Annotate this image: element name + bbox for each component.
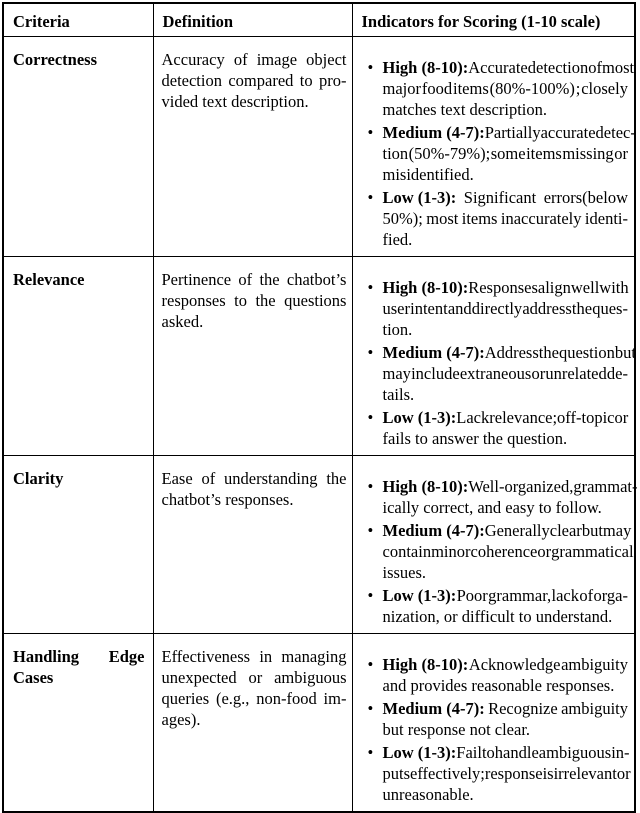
- text-run: Fail: [456, 743, 482, 762]
- text-run: Partially: [484, 123, 541, 142]
- indicator-level-label: Low (1-3):: [382, 188, 457, 207]
- criteria-text: [13, 49, 145, 70]
- text-run: or: [614, 144, 628, 163]
- indicator-item: [368, 742, 629, 805]
- text-run: to: [299, 71, 313, 90]
- bullet-icon: •: [367, 58, 374, 77]
- definition-text: [162, 49, 347, 112]
- text-run: vided text description.: [161, 92, 309, 111]
- text-line: [162, 688, 347, 709]
- text-run: questions: [284, 291, 347, 310]
- text-run: grammat-: [573, 477, 638, 496]
- criteria-text: [13, 269, 145, 290]
- bullet-icon: •: [367, 123, 374, 142]
- table-row: [3, 634, 635, 813]
- text-run: Pertinence: [161, 270, 232, 289]
- text-line: [383, 606, 629, 627]
- text-line: [13, 646, 145, 667]
- text-run: may: [382, 364, 411, 383]
- text-run: clear: [549, 521, 582, 540]
- text-run: but: [614, 343, 636, 362]
- text-run: non-food: [256, 689, 317, 708]
- text-line: [162, 269, 347, 290]
- text-run: and: [447, 299, 472, 318]
- rubric-table: [2, 2, 636, 813]
- criteria-cell: [3, 456, 153, 634]
- text-line: [162, 709, 347, 730]
- text-run: Acknowledge: [468, 655, 561, 674]
- text-run: orga-: [593, 586, 628, 605]
- text-run: directly: [471, 299, 523, 318]
- text-run: unexpected: [161, 668, 237, 687]
- text-run: or: [614, 408, 629, 427]
- definition-text: [162, 269, 347, 332]
- indicator-text: [382, 57, 635, 120]
- text-line: [383, 208, 629, 229]
- text-run: irrelevant: [553, 764, 617, 783]
- indicator-level-label: Medium (4-7):: [382, 343, 485, 362]
- text-run: and provides reasonable responses.: [382, 676, 615, 695]
- text-run: accurate: [540, 123, 596, 142]
- text-run: of: [579, 586, 594, 605]
- text-run: or: [248, 668, 263, 687]
- text-line: [383, 698, 629, 719]
- indicator-level-label: High (8-10):: [382, 477, 469, 496]
- text-run: Significant: [463, 188, 537, 207]
- text-run: misidentified.: [382, 165, 474, 184]
- text-run: tion: [382, 144, 409, 163]
- indicator-text: [382, 342, 636, 405]
- text-run: but: [581, 521, 603, 540]
- text-run: identi-: [584, 209, 628, 228]
- text-line: [383, 407, 629, 428]
- text-run: managing: [281, 647, 347, 666]
- text-run: most: [426, 209, 459, 228]
- text-line: [383, 164, 629, 185]
- text-run: asked.: [161, 312, 204, 331]
- definition-cell: [153, 634, 352, 813]
- text-run: chatbot’s: [286, 270, 347, 289]
- text-run: (80%-100%): [489, 79, 575, 98]
- text-line: [382, 122, 636, 143]
- text-run: items: [453, 79, 489, 98]
- text-run: chatbot’s responses.: [161, 490, 294, 509]
- bullet-icon: •: [367, 477, 374, 496]
- text-run: Poor: [456, 586, 488, 605]
- text-run: but response not clear.: [382, 720, 531, 739]
- text-line: [383, 675, 629, 696]
- text-line: [13, 667, 145, 688]
- text-run: unrelated: [545, 364, 607, 383]
- indicator-item: [368, 277, 629, 340]
- text-line: [383, 384, 629, 405]
- text-run: tails.: [382, 385, 415, 404]
- text-run: relevance;: [489, 408, 558, 427]
- definition-cell: [153, 456, 352, 634]
- text-run: ;: [575, 79, 581, 98]
- bullet-icon: •: [367, 408, 374, 427]
- indicator-level-label: High (8-10):: [382, 655, 469, 674]
- text-run: Responses: [468, 278, 538, 297]
- text-run: response: [484, 764, 543, 783]
- text-run: Lack: [456, 408, 490, 427]
- text-line: [383, 763, 629, 784]
- text-run: to: [481, 743, 495, 762]
- indicator-text: [383, 654, 629, 696]
- text-line: [383, 719, 629, 740]
- text-line: [383, 143, 629, 164]
- text-run: or: [531, 364, 546, 383]
- text-run: compared: [228, 71, 294, 90]
- indicator-level-label: High (8-10):: [382, 278, 469, 297]
- text-run: detec-: [595, 123, 636, 142]
- text-run: align: [537, 278, 571, 297]
- text-run: object: [306, 50, 347, 69]
- text-line: [13, 468, 145, 489]
- text-line: [13, 269, 145, 290]
- text-line: [382, 476, 638, 497]
- text-line: [162, 290, 347, 311]
- text-run: image: [256, 50, 298, 69]
- text-run: closely: [581, 79, 628, 98]
- indicator-list: [367, 476, 638, 627]
- text-run: the: [326, 469, 347, 488]
- indicator-level-label: High (8-10):Accurate: [382, 58, 528, 77]
- text-run: 50%);: [382, 209, 423, 228]
- indicator-level-label: Medium (4-7):: [382, 123, 485, 142]
- indicator-level-label: Low (1-3):: [382, 408, 457, 427]
- text-run: of: [233, 50, 248, 69]
- text-run: queries: [161, 689, 210, 708]
- text-run: Cases: [13, 668, 54, 687]
- text-run: the: [255, 291, 276, 310]
- table-row: [3, 37, 635, 257]
- text-run: some: [490, 144, 526, 163]
- text-run: ically correct, and easy to follow.: [382, 498, 602, 517]
- indicator-list: [368, 654, 629, 805]
- text-run: the: [259, 270, 280, 289]
- table-row: [3, 456, 635, 634]
- text-line: [382, 342, 636, 363]
- text-line: [383, 784, 629, 805]
- definition-text: [162, 468, 347, 510]
- text-run: handle: [494, 743, 539, 762]
- text-run: is: [542, 764, 554, 783]
- indicator-text: [383, 187, 629, 250]
- text-run: responses: [161, 291, 226, 310]
- header-row: [3, 3, 635, 37]
- text-run: Recognize: [488, 699, 558, 718]
- indicator-text: [383, 277, 629, 340]
- text-run: user: [382, 299, 410, 318]
- indicator-text: [382, 520, 634, 583]
- definition-cell: [153, 37, 352, 257]
- text-run: missing: [562, 144, 614, 163]
- text-run: ages).: [161, 710, 201, 729]
- text-run: ambiguous: [538, 743, 612, 762]
- text-run: im-: [323, 689, 347, 708]
- bullet-icon: •: [367, 521, 374, 540]
- criteria-cell: [3, 634, 153, 813]
- indicator-text: [383, 742, 629, 805]
- header-cell-indicators: Indicators for Scoring (1-10 scale): [352, 3, 635, 37]
- definition-text: [162, 646, 347, 730]
- text-run: effectively;: [410, 764, 485, 783]
- bullet-icon: •: [367, 743, 374, 762]
- indicator-item: [368, 654, 629, 696]
- text-run: or: [616, 764, 631, 783]
- text-run: minor: [431, 542, 471, 561]
- indicator-list: [367, 277, 636, 449]
- text-line: [383, 319, 629, 340]
- indicator-item: [368, 187, 629, 250]
- text-run: grammar,: [488, 586, 552, 605]
- text-run: include: [411, 364, 460, 383]
- text-run: of: [201, 469, 216, 488]
- text-run: or: [537, 542, 552, 561]
- text-run: unreasonable.: [382, 785, 474, 804]
- text-line: [162, 667, 347, 688]
- text-run: contain: [382, 542, 432, 561]
- text-run: most: [601, 58, 635, 77]
- text-run: off-topic: [557, 408, 615, 427]
- header-cell-criteria: Criteria: [3, 3, 153, 37]
- text-run: detection: [161, 71, 222, 90]
- text-line: [162, 91, 347, 112]
- indicator-list: [367, 57, 636, 250]
- indicators-cell: [352, 634, 635, 813]
- text-run: question: [558, 343, 615, 362]
- text-run: errors(below: [543, 188, 628, 207]
- text-run: (50%-79%);: [408, 144, 491, 163]
- indicator-level-label: Medium (4-7):: [382, 521, 485, 540]
- text-run: Relevance: [13, 270, 85, 289]
- text-run: ambiguous: [274, 668, 347, 687]
- text-run: matches text description.: [382, 100, 547, 119]
- criteria-text: [13, 468, 145, 489]
- text-run: Accuracy: [161, 50, 225, 69]
- text-line: [162, 311, 347, 332]
- text-run: tion.: [382, 320, 413, 339]
- text-line: [162, 468, 347, 489]
- indicator-item: [367, 520, 634, 583]
- indicator-item: [367, 122, 636, 185]
- table-header: [3, 3, 635, 37]
- text-run: Effectiveness: [161, 647, 251, 666]
- criteria-cell: [3, 37, 153, 257]
- text-line: [383, 363, 629, 384]
- text-run: nization, or difficult to understand.: [382, 607, 613, 626]
- text-line: [162, 489, 347, 510]
- text-run: ambiguity: [561, 655, 628, 674]
- indicator-text: [383, 698, 629, 740]
- bullet-icon: •: [367, 343, 374, 362]
- text-run: extraneous: [459, 364, 532, 383]
- text-line: [383, 277, 629, 298]
- table-body: [3, 37, 638, 813]
- text-line: [383, 78, 629, 99]
- text-run: (e.g.,: [215, 689, 250, 708]
- text-run: food: [421, 79, 453, 98]
- text-run: detection: [527, 58, 589, 77]
- text-run: Address: [484, 343, 539, 362]
- text-run: lack: [551, 586, 579, 605]
- text-line: [162, 646, 347, 667]
- text-run: grammatical: [551, 542, 634, 561]
- text-run: of: [238, 270, 253, 289]
- text-run: fied.: [382, 230, 413, 249]
- text-run: Correctness: [13, 50, 97, 69]
- text-run: to: [234, 291, 247, 310]
- text-line: [383, 497, 629, 518]
- text-line: [383, 99, 629, 120]
- text-run: address: [522, 299, 572, 318]
- text-line: [383, 742, 629, 763]
- text-run: ambiguity: [561, 699, 628, 718]
- bullet-icon: •: [367, 188, 374, 207]
- text-line: [383, 187, 629, 208]
- text-line: [383, 229, 629, 250]
- indicator-item: [368, 585, 629, 627]
- bullet-icon: •: [367, 586, 374, 605]
- text-run: issues.: [382, 563, 427, 582]
- text-run: de-: [606, 364, 628, 383]
- text-run: Handling: [13, 647, 80, 666]
- indicator-item: [368, 407, 629, 449]
- indicators-cell: [352, 37, 635, 257]
- text-run: coherence: [470, 542, 538, 561]
- text-run: may: [602, 521, 632, 540]
- text-run: Generally: [484, 521, 550, 540]
- text-run: Clarity: [13, 469, 64, 488]
- indicator-item: [367, 476, 638, 518]
- text-line: [162, 49, 347, 70]
- text-line: [13, 49, 145, 70]
- text-run: with: [599, 278, 629, 297]
- text-run: Ease: [161, 469, 193, 488]
- criteria-text: [13, 646, 145, 688]
- indicator-text: [383, 585, 629, 627]
- text-run: major: [382, 79, 421, 98]
- bullet-icon: •: [367, 655, 374, 674]
- text-run: inaccurately: [500, 209, 582, 228]
- text-run: intent: [410, 299, 448, 318]
- text-line: [382, 57, 635, 78]
- text-line: [162, 70, 347, 91]
- indicator-text: [382, 476, 638, 518]
- text-run: items: [461, 209, 498, 228]
- indicator-text: [382, 122, 636, 185]
- text-run: well: [570, 278, 600, 297]
- table-row: [3, 257, 635, 456]
- text-line: [382, 541, 634, 562]
- indicator-level-label: Low (1-3):: [382, 586, 457, 605]
- text-run: Well-organized,: [468, 477, 574, 496]
- criteria-cell: [3, 257, 153, 456]
- indicator-level-label: Medium (4-7):: [382, 699, 485, 718]
- text-run: in: [259, 647, 273, 666]
- text-run: the: [538, 343, 559, 362]
- text-run: puts: [382, 764, 411, 783]
- text-run: in-: [611, 743, 630, 762]
- text-run: fails to answer the question.: [382, 429, 568, 448]
- indicators-cell: [352, 257, 635, 456]
- text-run: Edge: [108, 647, 145, 666]
- indicator-item: [367, 342, 636, 405]
- indicator-item: [367, 57, 635, 120]
- bullet-icon: •: [367, 699, 374, 718]
- text-line: [383, 562, 629, 583]
- indicator-text: [383, 407, 629, 449]
- text-line: [383, 298, 629, 319]
- bullet-icon: •: [367, 278, 374, 297]
- text-line: [383, 585, 629, 606]
- indicators-cell: [352, 456, 638, 634]
- text-line: [383, 428, 629, 449]
- text-run: the: [571, 299, 593, 318]
- text-line: [383, 654, 629, 675]
- text-run: pro-: [318, 71, 347, 90]
- text-run: items: [526, 144, 562, 163]
- header-cell-definition: Definition: [153, 3, 352, 37]
- indicator-item: [368, 698, 629, 740]
- text-line: [382, 520, 632, 541]
- indicator-level-label: Low (1-3):: [382, 743, 457, 762]
- definition-cell: [153, 257, 352, 456]
- text-run: understanding: [224, 469, 318, 488]
- text-run: of: [588, 58, 602, 77]
- text-run: ques-: [592, 299, 628, 318]
